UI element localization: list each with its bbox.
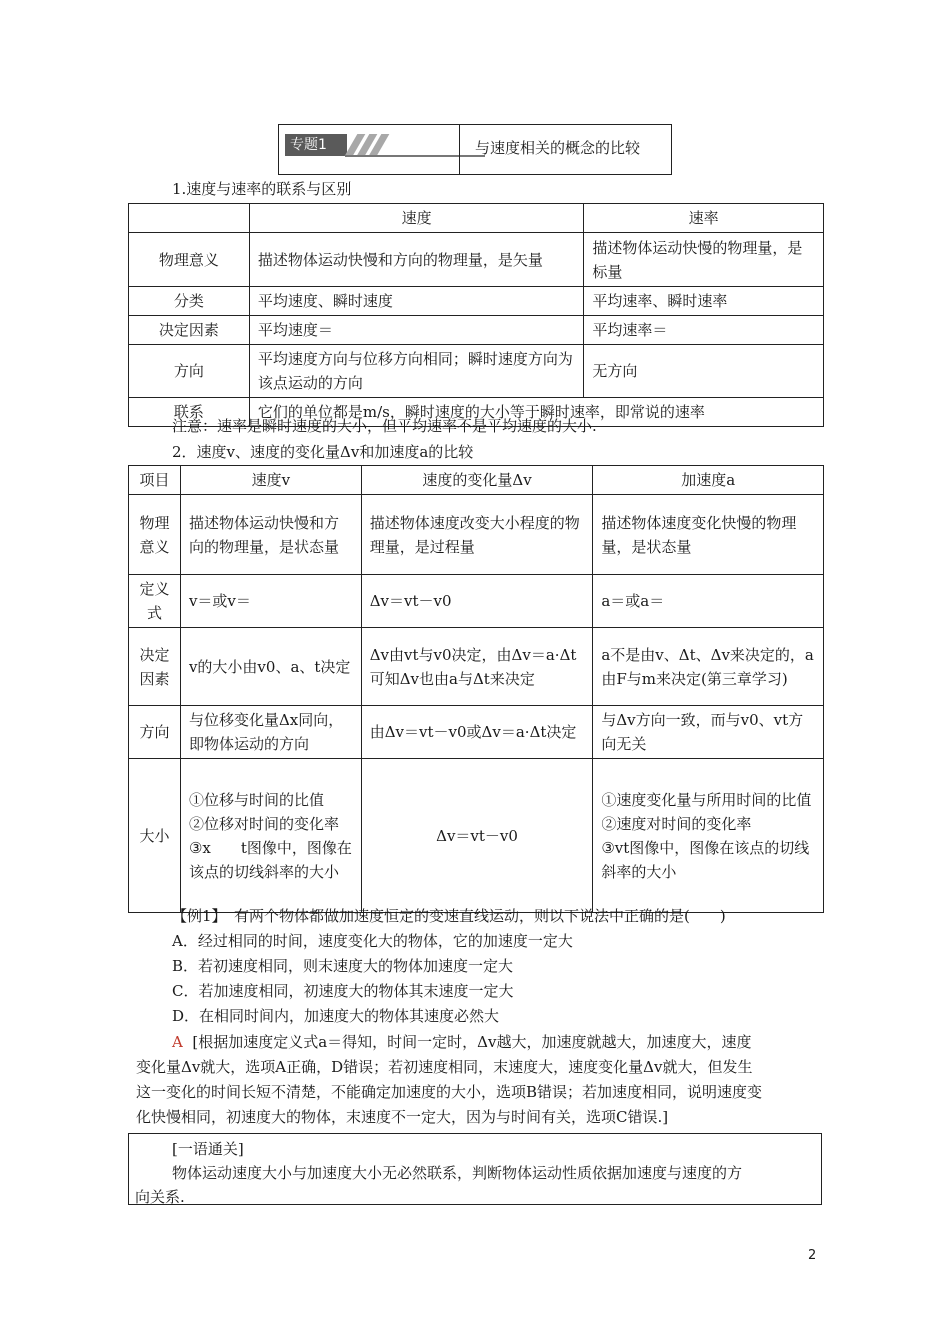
size-item: ③vt图像中，图像在该点的切线斜率的大小 bbox=[601, 838, 810, 881]
acceleration-size-cell bbox=[593, 759, 824, 913]
section1-note: 注意：速率是瞬时速度的大小，但平均速率不是平均速度的大小. bbox=[172, 417, 597, 435]
delta-v-cell: Δv由vt与v0决定，由Δv＝a·Δt可知Δv也由a与Δt来决定 bbox=[361, 628, 593, 706]
page-number: 2 bbox=[808, 1248, 817, 1263]
summary-line: 物体运动速度大小与加速度大小无必然联系，判断物体运动性质依据加速度与速度的方 bbox=[172, 1164, 743, 1182]
table-header-cell: 速度的变化量Δv bbox=[361, 466, 593, 495]
size-item: ①速度变化量与所用时间的比值 bbox=[601, 790, 812, 809]
speed-cell: 平均速度方向与位移方向相同；瞬时速度方向为该点运动的方向 bbox=[249, 345, 583, 398]
velocity-comparison-table bbox=[128, 465, 824, 913]
row-label: 决定因素 bbox=[129, 628, 181, 706]
summary-title: [一语通关] bbox=[172, 1140, 244, 1158]
table-header-cell: 速率 bbox=[584, 204, 824, 233]
velocity-cell: v＝或v＝ bbox=[180, 575, 361, 628]
speed-rate-table bbox=[128, 203, 824, 427]
size-item: ③x t图像中，图像在该点的切线斜率的大小 bbox=[188, 838, 352, 881]
option-d: D．在相同时间内，加速度大的物体其速度必然大 bbox=[172, 1007, 500, 1025]
table-header-cell: 加速度a bbox=[593, 466, 824, 495]
topic-badge bbox=[285, 134, 485, 156]
velocity-cell: 与位移变化量Δx同向，即物体运动的方向 bbox=[180, 706, 361, 759]
row-label: 方向 bbox=[129, 706, 181, 759]
explanation-line: 化快慢相同，初速度大的物体，末速度不一定大，因为与时间有关，选项C错误.] bbox=[136, 1108, 669, 1126]
table-row bbox=[129, 316, 824, 345]
badge-underline bbox=[345, 155, 485, 157]
delta-v-cell: 由Δv＝vt－v0或Δv＝a·Δt决定 bbox=[361, 706, 593, 759]
size-item: ②位移对时间的变化率 bbox=[188, 814, 339, 833]
table-row bbox=[129, 628, 824, 706]
speed-cell: 描述物体运动快慢和方向的物理量，是矢量 bbox=[249, 233, 583, 287]
acceleration-cell: a不是由v、Δt、Δv来决定的，a由F与m来决定(第三章学习) bbox=[593, 628, 824, 706]
table-row bbox=[129, 575, 824, 628]
speed-cell: 平均速度＝ bbox=[249, 316, 583, 345]
table-header-cell: 速度v bbox=[180, 466, 361, 495]
table-header-row bbox=[129, 466, 824, 495]
link-cell: 它们的单位都是m/s，瞬时速度的大小等于瞬时速率，即常说的速率 bbox=[249, 398, 823, 427]
explanation-line: 这一变化的时间长短不清楚，不能确定加速度的大小，选项B错误；若加速度相同，说明速度变 bbox=[136, 1083, 763, 1101]
row-label: 分类 bbox=[129, 287, 250, 316]
rate-cell: 平均速率、瞬时速率 bbox=[584, 287, 824, 316]
option-a: A．经过相同的时间，速度变化大的物体，它的加速度一定大 bbox=[172, 932, 573, 950]
velocity-cell: v的大小由v0、a、t决定 bbox=[180, 628, 361, 706]
row-label: 决定因素 bbox=[129, 316, 250, 345]
row-label: 联系 bbox=[129, 398, 250, 427]
row-label: 物理意义 bbox=[129, 495, 181, 575]
speed-cell: 平均速度、瞬时速度 bbox=[249, 287, 583, 316]
rate-cell: 无方向 bbox=[584, 345, 824, 398]
option-b: B．若初速度相同，则末速度大的物体加速度一定大 bbox=[172, 957, 514, 975]
explanation-line: 变化量Δv就大，选项A正确，D错误；若初速度相同，末速度大，速度变化量Δv就大，但发生 bbox=[136, 1058, 753, 1076]
option-c: C．若加速度相同，初速度大的物体其末速度一定大 bbox=[172, 982, 514, 1000]
topic-divider bbox=[459, 125, 460, 174]
explanation-line bbox=[172, 1031, 752, 1052]
section2-heading: 2．速度v、速度的变化量Δv和加速度a的比较 bbox=[172, 443, 474, 461]
table-header-cell: 项目 bbox=[129, 466, 181, 495]
table-header-cell bbox=[129, 204, 250, 233]
table-row bbox=[129, 233, 824, 287]
delta-v-cell: 描述物体速度改变大小程度的物理量，是过程量 bbox=[361, 495, 593, 575]
acceleration-cell: a＝或a＝ bbox=[593, 575, 824, 628]
topic-header bbox=[278, 124, 672, 175]
acceleration-cell: 与Δv方向一致，而与v0、vt方向无关 bbox=[593, 706, 824, 759]
velocity-size-cell bbox=[180, 759, 361, 913]
table-row bbox=[129, 706, 824, 759]
delta-v-size-cell: Δv＝vt－v0 bbox=[361, 759, 593, 913]
velocity-cell: 描述物体运动快慢和方向的物理量，是状态量 bbox=[180, 495, 361, 575]
row-label: 方向 bbox=[129, 345, 250, 398]
topic-title: 与速度相关的概念的比较 bbox=[475, 139, 641, 157]
rate-cell: 平均速率＝ bbox=[584, 316, 824, 345]
example-title: 【例1】 有两个物体都做加速度恒定的变速直线运动，则以下说法中正确的是( ) bbox=[172, 907, 726, 925]
topic-badge-label: 专题1 bbox=[285, 134, 347, 156]
table-row bbox=[129, 345, 824, 398]
row-label: 定义式 bbox=[129, 575, 181, 628]
size-item: ①位移与时间的比值 bbox=[188, 790, 324, 809]
summary-line: 向关系. bbox=[135, 1188, 185, 1206]
table-header-cell: 速度 bbox=[249, 204, 583, 233]
answer-letter: A bbox=[172, 1033, 183, 1051]
table-header-row bbox=[129, 204, 824, 233]
table-row bbox=[129, 759, 824, 913]
row-label: 物理意义 bbox=[129, 233, 250, 287]
rate-cell: 描述物体运动快慢的物理量，是标量 bbox=[584, 233, 824, 287]
table-row bbox=[129, 287, 824, 316]
explanation-text: [根据加速度定义式a＝得知，时间一定时，Δv越大，加速度就越大，加速度大，速度 bbox=[192, 1033, 752, 1051]
acceleration-cell: 描述物体速度变化快慢的物理量，是状态量 bbox=[593, 495, 824, 575]
delta-v-cell: Δv＝vt－v0 bbox=[361, 575, 593, 628]
section1-heading: 1.速度与速率的联系与区别 bbox=[172, 180, 352, 198]
summary-box bbox=[128, 1133, 822, 1205]
row-label: 大小 bbox=[129, 759, 181, 913]
size-item: ②速度对时间的变化率 bbox=[601, 814, 752, 833]
table-row bbox=[129, 495, 824, 575]
